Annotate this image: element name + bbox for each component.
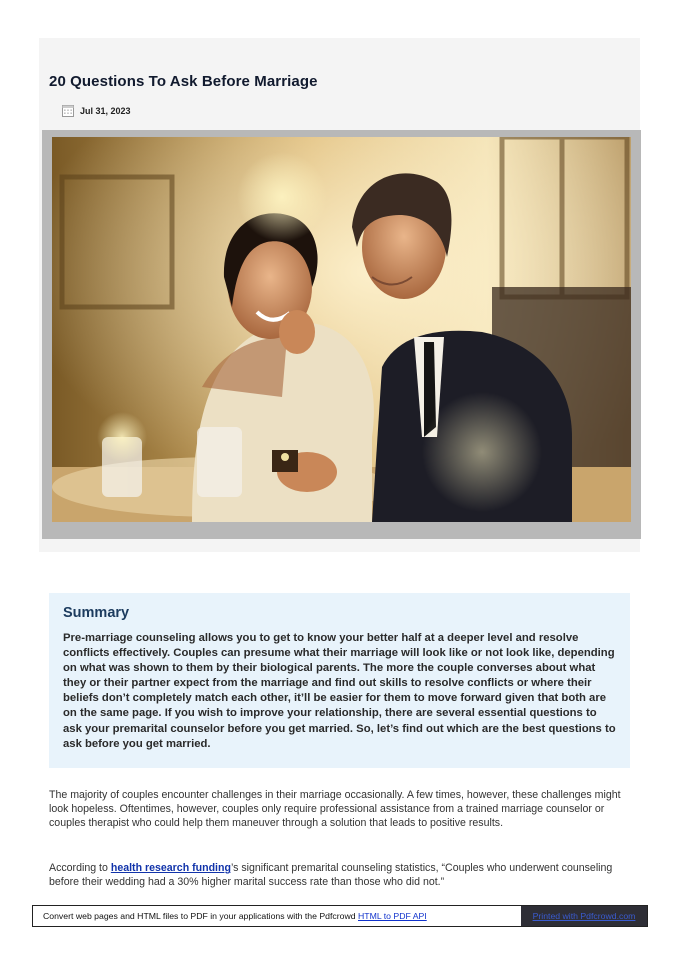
- pdfcrowd-footer: [32, 905, 648, 927]
- paragraph-2: [49, 862, 639, 890]
- hero-image-frame: [42, 130, 641, 539]
- html-to-pdf-api-link[interactable]: HTML to PDF API: [358, 911, 427, 921]
- date-row: [62, 104, 131, 117]
- calendar-icon: [62, 104, 74, 117]
- summary-heading: Summary: [63, 605, 130, 621]
- footer-text: [33, 906, 521, 926]
- hero-image: [52, 137, 631, 522]
- footer-message: Convert web pages and HTML files to PDF in your applications with the Pdfcrowd: [43, 911, 358, 921]
- summary-text: Pre-marriage counseling allows you to get to know your better half at a deeper level and resolve conflicts effectively. Couples can presume what their marriage will look like or not look like, depending on what was shown to them by their biological parents. The more the couple converses about what they or their partner expect from the marriage and find out skills to resolve conflicts or where their beliefs don’t completely match each other, it’ll be easier for them to move forward given that both are on the same page. If you wish to improve your relationship, there are several essential questions to ask your premarital counselor before you get married. So, let’s find out which are the best questions to ask before you get married.: [63, 632, 616, 750]
- publish-date: Jul 31, 2023: [80, 105, 131, 116]
- paragraph-1: The majority of couples encounter challenges in their marriage occasionally. A few times, however, these challenges might look hopeless. Oftentimes, however, couples only require professional assistance from a trained marriage counselor or couples therapist who could help them maneuver through a solution that leads to positive results.: [49, 789, 621, 829]
- printed-with-pdfcrowd-link[interactable]: Printed with Pdfcrowd.com: [521, 906, 647, 926]
- paragraph-2-intro: According to: [49, 862, 111, 874]
- paragraph-2-rest: ’s significant premarital counseling statistics, “Couples who underwent counseling before their wedding had a 30% higher marital success rate than those who did not.”: [49, 862, 613, 888]
- health-research-funding-link[interactable]: health research funding: [110, 862, 231, 874]
- summary-box: [49, 593, 630, 768]
- article-title: 20 Questions To Ask Before Marriage: [49, 73, 318, 90]
